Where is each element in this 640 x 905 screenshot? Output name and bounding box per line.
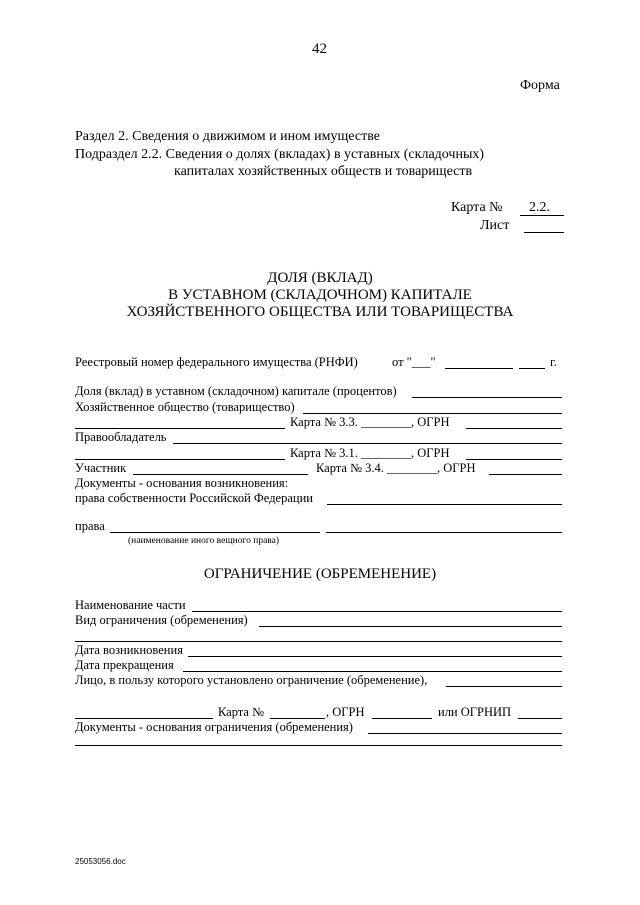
- restriction-title: ОГРАНИЧЕНИЕ (ОБРЕМЕНЕНИЕ): [203, 566, 437, 582]
- restriction-type-line[interactable]: [259, 626, 562, 627]
- restriction-docs-label: Документы - основания ограничения (обременения): [75, 720, 353, 734]
- rights-label: права: [75, 519, 105, 533]
- start-date-label: Дата возникновения: [75, 643, 183, 657]
- docs-label: Документы - основания возникновения:: [75, 476, 289, 490]
- rights-name-line[interactable]: [110, 532, 320, 533]
- restriction-type-line2[interactable]: [75, 641, 562, 642]
- company-value-line2[interactable]: [75, 428, 285, 429]
- rights-caption: (наименование иного вещного права): [128, 536, 280, 546]
- sheet-value-line[interactable]: [524, 232, 564, 233]
- beneficiary-ogrn-line[interactable]: [372, 718, 432, 719]
- share-label: Доля (вклад) в уставном (складочном) капитале (процентов): [75, 384, 397, 398]
- part-name-label: Наименование части: [75, 598, 186, 612]
- end-date-label: Дата прекращения: [75, 658, 174, 672]
- beneficiary-line[interactable]: [446, 686, 562, 687]
- beneficiary-card-label: Карта №: [218, 705, 265, 719]
- end-date-line[interactable]: [183, 671, 562, 672]
- card34-label: Карта № 3.4. ________, ОГРН: [316, 461, 476, 475]
- part-name-line[interactable]: [192, 611, 562, 612]
- restriction-docs-line[interactable]: [368, 733, 562, 734]
- card33-label: Карта № 3.3. ________, ОГРН: [290, 415, 450, 429]
- subsection-heading-line1: Подраздел 2.2. Сведения о долях (вкладах) в уставных (складочных): [75, 147, 485, 162]
- holder-label: Правообладатель: [75, 430, 167, 444]
- title-line2: В УСТАВНОМ (СКЛАДОЧНОМ) КАПИТАЛЕ: [168, 287, 472, 303]
- subsection-heading-line2: капиталах хозяйственных обществ и товариществ: [174, 164, 473, 179]
- sheet-label: Лист: [480, 218, 510, 233]
- beneficiary-label: Лицо, в пользу которого установлено ограничение (обременение),: [75, 673, 428, 687]
- restriction-type-label: Вид ограничения (обременения): [75, 613, 248, 627]
- card-value: 2.2.: [529, 200, 550, 215]
- rnfi-year-line[interactable]: [519, 368, 545, 369]
- rnfi-year-suffix: г.: [550, 355, 557, 369]
- start-date-line[interactable]: [188, 656, 562, 657]
- card31-ogrn-line[interactable]: [466, 459, 562, 460]
- participant-label: Участник: [75, 461, 127, 475]
- form-label: Форма: [520, 78, 560, 93]
- card-value-line: [520, 215, 564, 216]
- beneficiary-ogrn-label: , ОГРН: [326, 705, 365, 719]
- ownership-label: права собственности Российской Федерации: [75, 491, 313, 505]
- card31-label: Карта № 3.1. ________, ОГРН: [290, 446, 450, 460]
- footer-code: 25053056.doc: [75, 857, 126, 866]
- title-line3: ХОЗЯЙСТВЕННОГО ОБЩЕСТВА ИЛИ ТОВАРИЩЕСТВА: [126, 304, 514, 320]
- card33-ogrn-line[interactable]: [466, 428, 562, 429]
- rnfi-label: Реестровый номер федерального имущества (РНФИ): [75, 355, 358, 369]
- rights-docs-line[interactable]: [326, 532, 562, 533]
- beneficiary-ogrnip-line[interactable]: [518, 718, 562, 719]
- section-heading: Раздел 2. Сведения о движимом и ином имуществе: [75, 129, 380, 144]
- holder-value-line2[interactable]: [75, 459, 285, 460]
- page-number: 42: [312, 41, 327, 57]
- card-label: Карта №: [451, 200, 503, 215]
- beneficiary-card-line[interactable]: [270, 718, 325, 719]
- holder-value-line[interactable]: [173, 443, 562, 444]
- beneficiary-ogrnip-label: или ОГРНИП: [438, 705, 512, 719]
- ownership-value-line[interactable]: [327, 504, 562, 505]
- participant-value-line[interactable]: [133, 474, 308, 475]
- rnfi-month-line[interactable]: [445, 368, 513, 369]
- restriction-docs-line2[interactable]: [75, 745, 562, 746]
- title-line1: ДОЛЯ (ВКЛАД): [267, 270, 373, 286]
- share-value-line[interactable]: [412, 397, 562, 398]
- card34-ogrn-line[interactable]: [489, 474, 562, 475]
- company-label: Хозяйственное общество (товарищество): [75, 400, 295, 414]
- beneficiary-name-line[interactable]: [75, 718, 213, 719]
- rnfi-date-prefix: от "___": [392, 355, 436, 369]
- company-value-line[interactable]: [303, 413, 562, 414]
